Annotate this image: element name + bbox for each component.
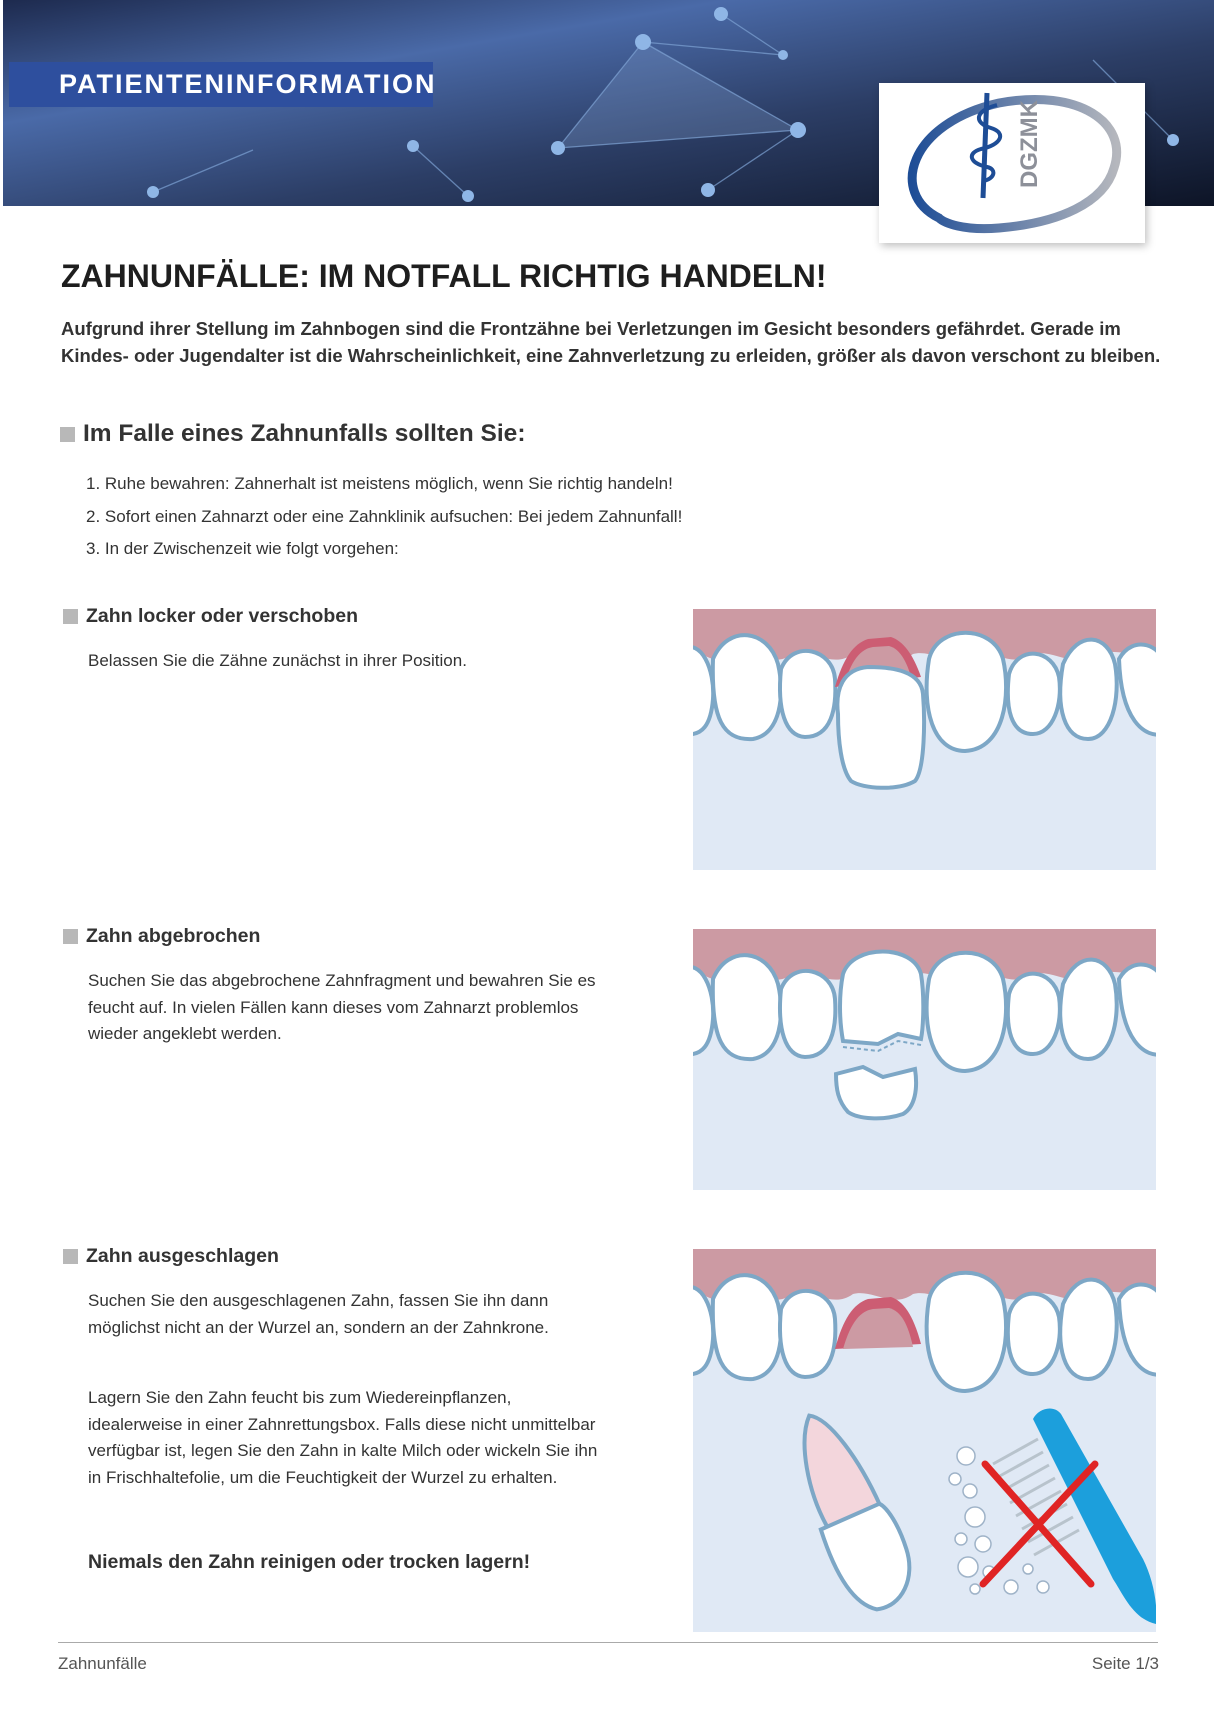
logo-text: DGZMK [1016,100,1043,188]
heading-square-icon [60,427,75,442]
steps-heading-text: Im Falle eines Zahnunfalls sollten Sie: [83,420,526,447]
intro-text: Aufgrund ihrer Stellung im Zahnbogen sind die Frontzähne bei Verletzungen im Gesicht besonders gefährdet. Gerade im Kindes- oder Jugendalter ist die Wahrscheinlichkeit, eine Zahnverletzung zu erleiden, größer als davon verschont zu bleiben. [61,318,1161,366]
section-heading-knocked-out [63,1245,279,1268]
warning-text: Niemals den Zahn reinigen oder trocken lagern! [88,1551,531,1573]
section-paragraph: Suchen Sie das abgebrochene Zahnfragment und bewahren Sie es feucht auf. In vielen Fällen kann dieses vom Zahnarzt problemlos wieder angeklebt werden. [88,971,596,1043]
badge-label: PATIENTENINFORMATION [59,69,437,99]
illustration-broken-tooth [693,929,1156,1190]
heading-square-icon [63,609,78,624]
section-paragraph: Belassen Sie die Zähne zunächst in ihrer Position. [88,651,467,670]
footer-document-name: Zahnunfälle [58,1654,147,1673]
section-heading-text: Zahn locker oder verschoben [86,605,359,627]
dgzmk-logo [879,83,1145,243]
section-paragraph: Suchen Sie den ausgeschlagenen Zahn, fassen Sie ihn dann möglichst nicht an der Wurzel an, sondern an der Zahnkrone. [88,1291,549,1337]
patient-info-badge [9,62,437,107]
page-title: ZAHNUNFÄLLE: IM NOTFALL RICHTIG HANDELN! [61,258,827,294]
footer-page-number: Seite 1/3 [1091,1654,1159,1673]
list-item: 2. Sofort einen Zahnarzt oder eine Zahnklinik aufsuchen: Bei jedem Zahnunfall! [86,506,683,526]
steps-heading [60,420,525,448]
list-item: 3. In der Zwischenzeit wie folgt vorgehen: [86,539,399,558]
illustration-knocked-out-tooth [693,1249,1156,1632]
heading-square-icon [63,929,78,944]
illustration-loose-tooth [693,609,1156,870]
section-heading-loose [63,605,358,628]
steps-list [86,468,682,566]
list-item: 1. Ruhe bewahren: Zahnerhalt ist meistens möglich, wenn Sie richtig handeln! [86,474,673,493]
heading-square-icon [63,1249,78,1264]
section-heading-broken [63,925,260,948]
section-heading-text: Zahn abgebrochen [86,925,261,947]
section-heading-text: Zahn ausgeschlagen [86,1245,279,1267]
section-paragraph: Lagern Sie den Zahn feucht bis zum Wiedereinpflanzen, idealerweise in einer Zahnrettungsbox. Falls diese nicht unmittelbar verfügbar ist, legen Sie den Zahn in kalte Milch oder wickeln Sie ihn in Frischhaltefolie, um die Feuchtigkeit der Wurzel zu erhalten. [88,1388,598,1487]
footer-divider [58,1642,1158,1643]
